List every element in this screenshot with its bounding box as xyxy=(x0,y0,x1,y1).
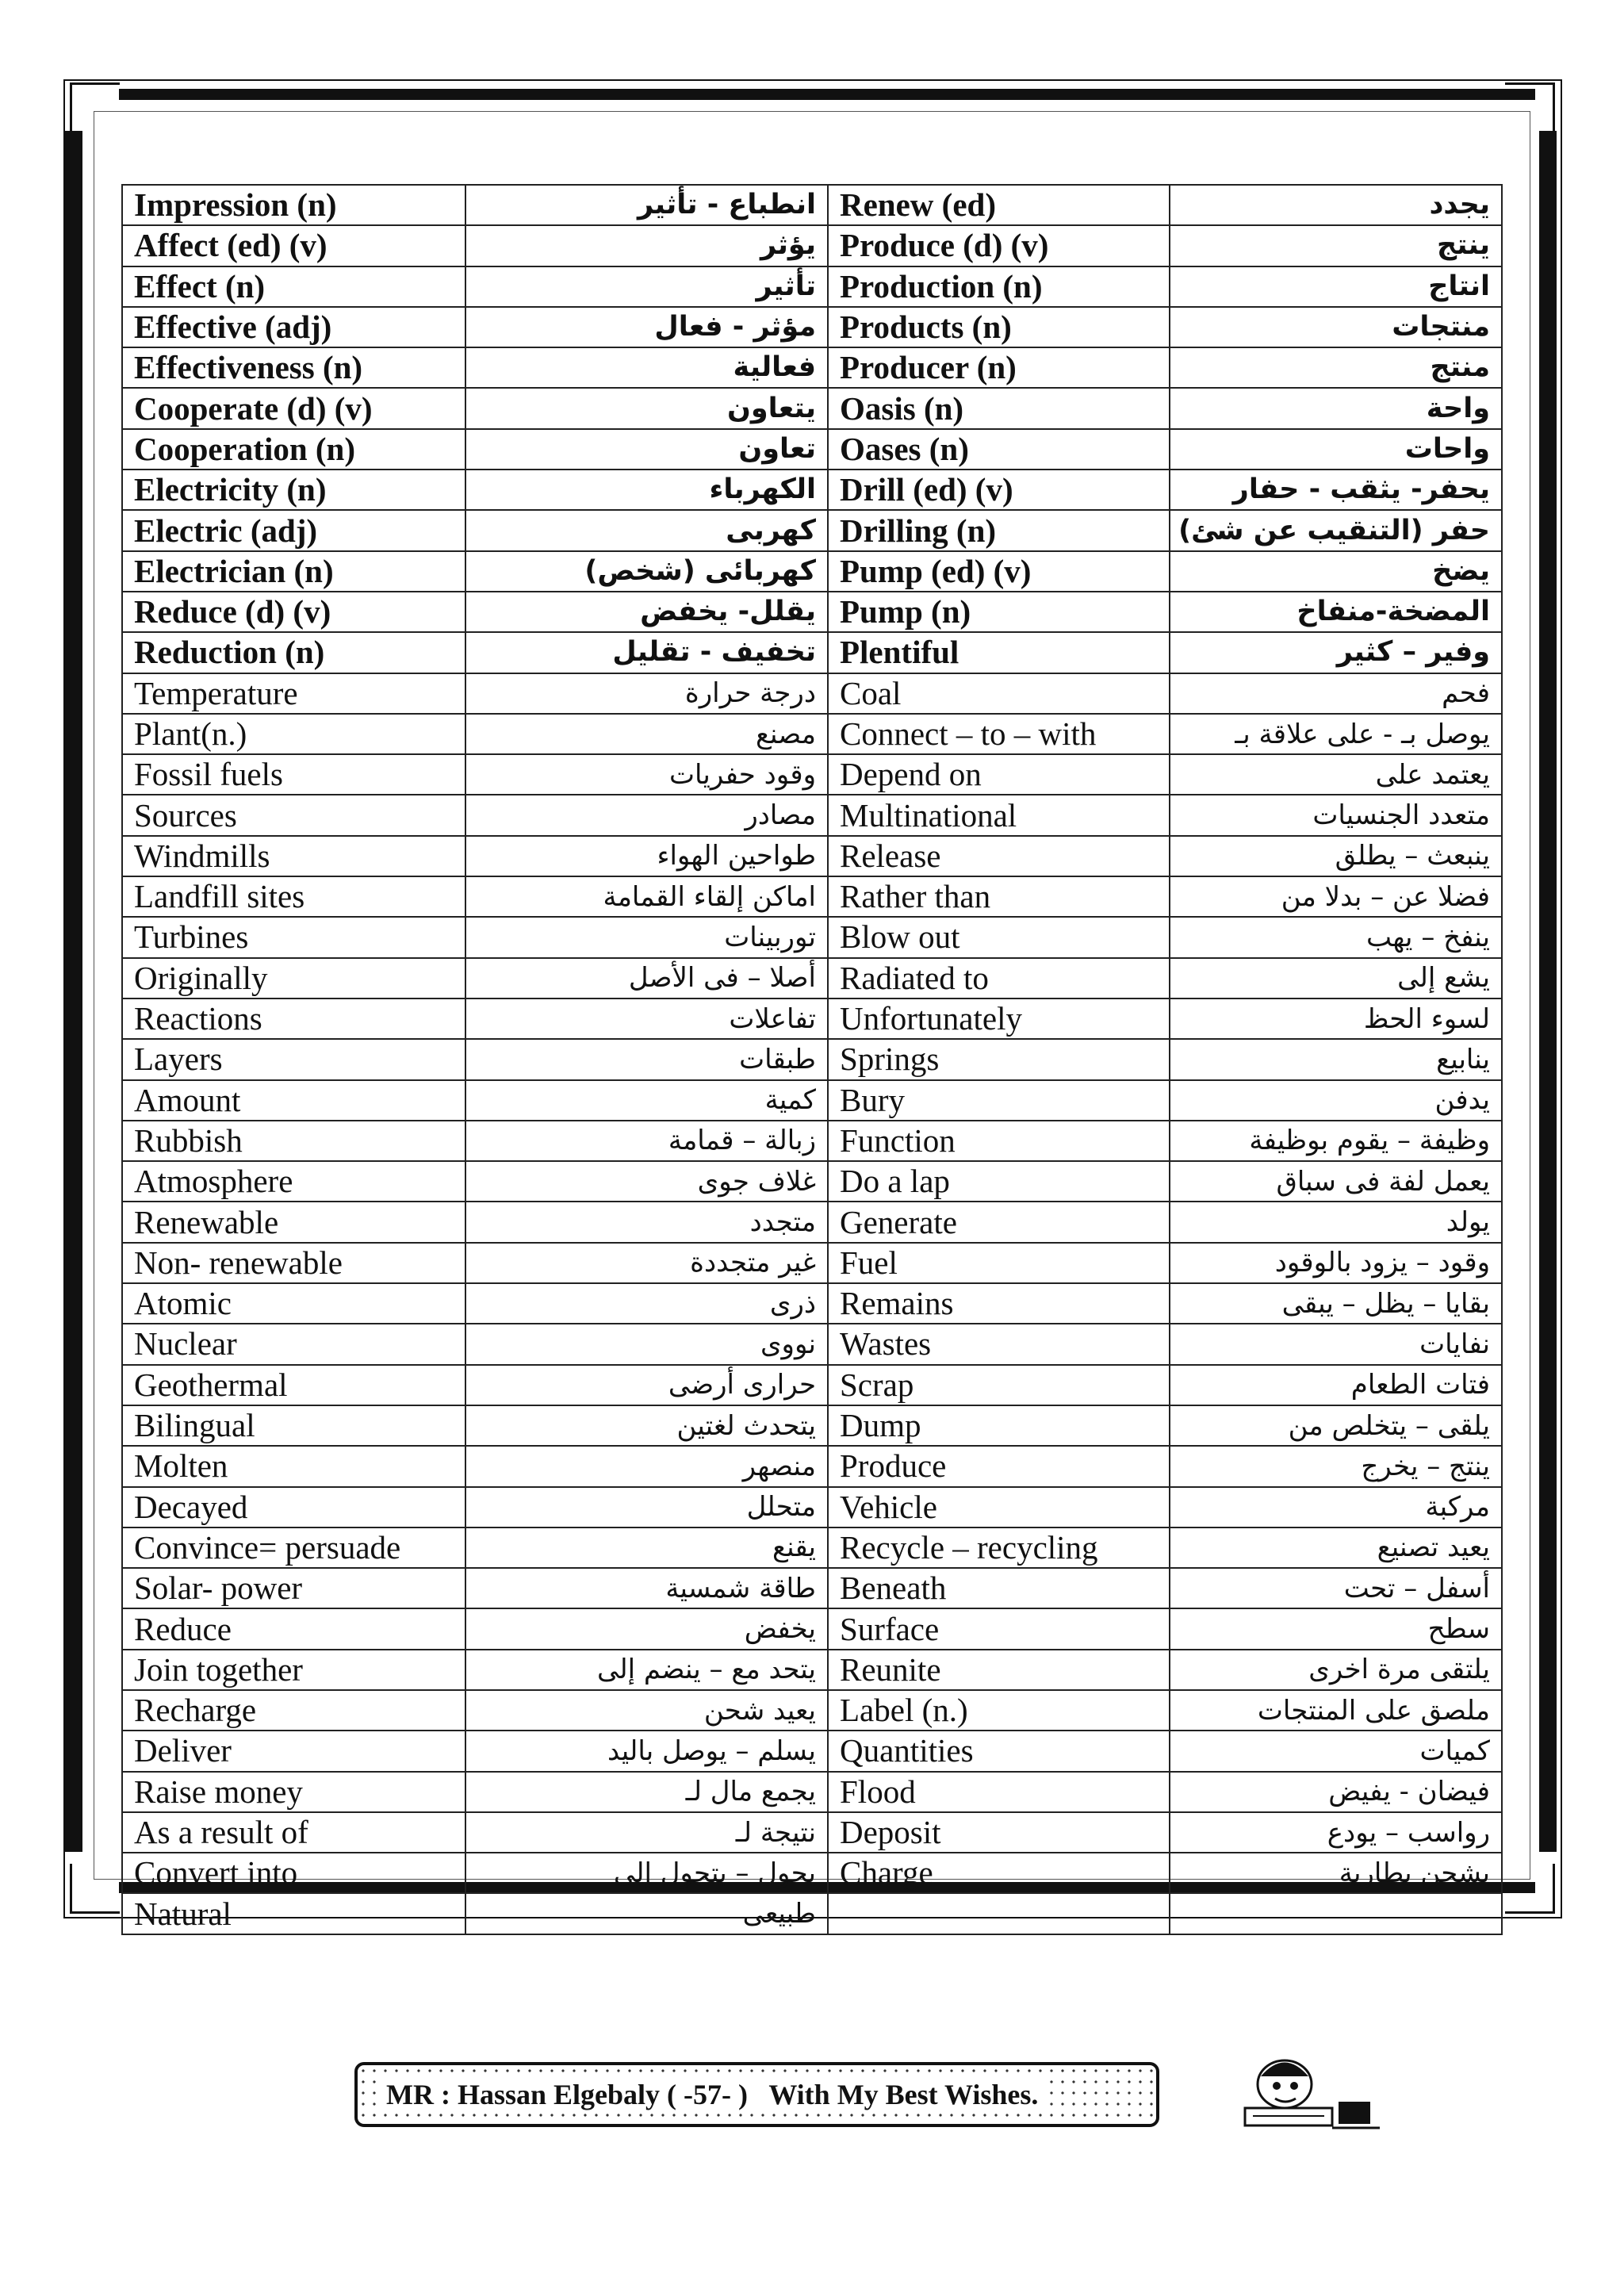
english-word-cell: Surface xyxy=(828,1608,1170,1649)
table-row xyxy=(122,1568,1502,1608)
arabic-meaning-cell: نتيجة لـ xyxy=(465,1812,828,1853)
arabic-meaning-cell: متجدد xyxy=(465,1202,828,1242)
english-word-cell: Oases (n) xyxy=(828,429,1170,470)
english-word-cell: Rather than xyxy=(828,876,1170,917)
arabic-meaning-cell: تخفيف - تقليل xyxy=(465,632,828,673)
table-row xyxy=(122,876,1502,917)
english-word-cell: Geothermal xyxy=(122,1365,465,1405)
english-word-cell: Reactions xyxy=(122,999,465,1039)
english-word-cell: Charge xyxy=(828,1853,1170,1893)
english-word-cell: Electricity (n) xyxy=(122,470,465,510)
english-word-cell: Production (n) xyxy=(828,266,1170,307)
english-word-cell: Deposit xyxy=(828,1812,1170,1853)
table-row xyxy=(122,1121,1502,1161)
english-word-cell: Pump (n) xyxy=(828,592,1170,632)
arabic-meaning-cell: زبالة – قمامة xyxy=(465,1121,828,1161)
arabic-meaning-cell: مؤثر - فعال xyxy=(465,307,828,347)
english-word-cell: Recharge xyxy=(122,1690,465,1731)
table-row xyxy=(122,795,1502,835)
english-word-cell: Flood xyxy=(828,1772,1170,1812)
english-word-cell: Electrician (n) xyxy=(122,551,465,592)
arabic-meaning-cell: ملصق على المنتجات xyxy=(1170,1690,1502,1731)
english-word-cell: Rubbish xyxy=(122,1121,465,1161)
english-word-cell: Depend on xyxy=(828,754,1170,795)
arabic-meaning-cell: فتات الطعام xyxy=(1170,1365,1502,1405)
table-row xyxy=(122,266,1502,307)
arabic-meaning-cell: مصنع xyxy=(465,714,828,754)
arabic-meaning-cell: يقنع xyxy=(465,1527,828,1568)
table-row xyxy=(122,999,1502,1039)
table-row xyxy=(122,510,1502,550)
arabic-meaning-cell: حفر (التنقيب عن شئ) xyxy=(1170,510,1502,550)
table-row xyxy=(122,1324,1502,1364)
english-word-cell: Quantities xyxy=(828,1731,1170,1771)
arabic-meaning-cell: طواحين الهواء xyxy=(465,836,828,876)
arabic-meaning-cell: طاقة شمسية xyxy=(465,1568,828,1608)
table-row xyxy=(122,1731,1502,1771)
english-word-cell: Originally xyxy=(122,958,465,999)
arabic-meaning-cell: المضخة-منفاخ xyxy=(1170,592,1502,632)
arabic-meaning-cell: يجمع مال لـ xyxy=(465,1772,828,1812)
arabic-meaning-cell: منتج xyxy=(1170,347,1502,388)
arabic-meaning-cell: أسفل – تحت xyxy=(1170,1568,1502,1608)
table-row xyxy=(122,347,1502,388)
table-row xyxy=(122,1039,1502,1079)
arabic-meaning-cell: منصهر xyxy=(465,1446,828,1486)
table-row xyxy=(122,1446,1502,1486)
arabic-meaning-cell: اماكن إلقاء القمامة xyxy=(465,876,828,917)
english-word-cell: Bury xyxy=(828,1080,1170,1121)
table-row xyxy=(122,1650,1502,1690)
vocabulary-table xyxy=(121,184,1503,1935)
arabic-meaning-cell: فضلا عن – بدلا من xyxy=(1170,876,1502,917)
english-word-cell: Turbines xyxy=(122,917,465,957)
english-word-cell: Amount xyxy=(122,1080,465,1121)
arabic-meaning-cell: كهربى xyxy=(465,510,828,550)
english-word-cell: Produce (d) (v) xyxy=(828,225,1170,266)
arabic-meaning-cell: غير متجددة xyxy=(465,1243,828,1283)
english-word-cell: Bilingual xyxy=(122,1405,465,1446)
table-row xyxy=(122,592,1502,632)
table-row xyxy=(122,1487,1502,1527)
english-word-cell: Atmosphere xyxy=(122,1161,465,1202)
arabic-meaning-cell: توربينات xyxy=(465,917,828,957)
english-word-cell: Label (n.) xyxy=(828,1690,1170,1731)
arabic-meaning-cell: يقلل- يخفض xyxy=(465,592,828,632)
english-word-cell: As a result of xyxy=(122,1812,465,1853)
english-word-cell: Dump xyxy=(828,1405,1170,1446)
english-word-cell: Reduce xyxy=(122,1608,465,1649)
table-row xyxy=(122,1893,1502,1934)
english-word-cell: Connect – to – with xyxy=(828,714,1170,754)
arabic-meaning-cell: يتحدث لغتين xyxy=(465,1405,828,1446)
english-word-cell: Deliver xyxy=(122,1731,465,1771)
vocabulary-table-body xyxy=(122,185,1502,1934)
english-word-cell: Nuclear xyxy=(122,1324,465,1364)
english-word-cell: Reduce (d) (v) xyxy=(122,592,465,632)
english-word-cell: Generate xyxy=(828,1202,1170,1242)
page-border-top-bar xyxy=(119,89,1535,100)
english-word-cell: Cooperate (d) (v) xyxy=(122,388,465,428)
english-word-cell: Vehicle xyxy=(828,1487,1170,1527)
footer-text: MR : Hassan Elgebaly ( -57- ) With My Best Wishes. xyxy=(381,2078,1043,2111)
table-row xyxy=(122,551,1502,592)
english-word-cell: Function xyxy=(828,1121,1170,1161)
arabic-meaning-cell: يتحد مع – ينضم إلى xyxy=(465,1650,828,1690)
english-word-cell: Reunite xyxy=(828,1650,1170,1690)
arabic-meaning-cell: ذرى xyxy=(465,1283,828,1324)
english-word-cell: Electric (adj) xyxy=(122,510,465,550)
english-word-cell: Recycle – recycling xyxy=(828,1527,1170,1568)
table-row xyxy=(122,917,1502,957)
table-row xyxy=(122,632,1502,673)
arabic-meaning-cell: تأثير xyxy=(465,266,828,307)
arabic-meaning-cell: فعالية xyxy=(465,347,828,388)
english-word-cell: Effective (adj) xyxy=(122,307,465,347)
table-row xyxy=(122,958,1502,999)
arabic-meaning-cell: بقايا – يظل – يبقى xyxy=(1170,1283,1502,1324)
arabic-meaning-cell: يخفض xyxy=(465,1608,828,1649)
table-row xyxy=(122,470,1502,510)
arabic-meaning-cell: انطباع - تأثير xyxy=(465,185,828,225)
english-word-cell: Natural xyxy=(122,1893,465,1934)
table-row xyxy=(122,1812,1502,1853)
arabic-meaning-cell: يدفن xyxy=(1170,1080,1502,1121)
arabic-meaning-cell: تفاعلات xyxy=(465,999,828,1039)
english-word-cell: Remains xyxy=(828,1283,1170,1324)
table-row xyxy=(122,836,1502,876)
arabic-meaning-cell: يعتمد على xyxy=(1170,754,1502,795)
english-word-cell: Solar- power xyxy=(122,1568,465,1608)
english-word-cell: Effectiveness (n) xyxy=(122,347,465,388)
english-word-cell: Renewable xyxy=(122,1202,465,1242)
english-word-cell: Radiated to xyxy=(828,958,1170,999)
english-word-cell: Do a lap xyxy=(828,1161,1170,1202)
arabic-meaning-cell: الكهرباء xyxy=(465,470,828,510)
english-word-cell: Layers xyxy=(122,1039,465,1079)
arabic-meaning-cell: فيضان - يفيض xyxy=(1170,1772,1502,1812)
arabic-meaning-cell: ينتج – يخرج xyxy=(1170,1446,1502,1486)
table-row xyxy=(122,1365,1502,1405)
arabic-meaning-cell: كميات xyxy=(1170,1731,1502,1771)
arabic-meaning-cell: كمية xyxy=(465,1080,828,1121)
english-word-cell: Unfortunately xyxy=(828,999,1170,1039)
table-row xyxy=(122,1690,1502,1731)
english-word-cell: Springs xyxy=(828,1039,1170,1079)
footer-banner xyxy=(354,2062,1159,2127)
english-word-cell: Decayed xyxy=(122,1487,465,1527)
english-word-cell: Atomic xyxy=(122,1283,465,1324)
arabic-meaning-cell: يعمل لفة فى سباق xyxy=(1170,1161,1502,1202)
arabic-meaning-cell: متحلل xyxy=(465,1487,828,1527)
arabic-meaning-cell xyxy=(1170,1893,1502,1934)
table-row xyxy=(122,185,1502,225)
english-word-cell: Producer (n) xyxy=(828,347,1170,388)
english-word-cell: Renew (ed) xyxy=(828,185,1170,225)
arabic-meaning-cell: يشع إلى xyxy=(1170,958,1502,999)
table-row xyxy=(122,714,1502,754)
arabic-meaning-cell: كهربائى (شخص) xyxy=(465,551,828,592)
arabic-meaning-cell: طبيعى xyxy=(465,1893,828,1934)
english-word-cell: Reduction (n) xyxy=(122,632,465,673)
english-word-cell: Drill (ed) (v) xyxy=(828,470,1170,510)
english-word-cell: Join together xyxy=(122,1650,465,1690)
arabic-meaning-cell: ينتج xyxy=(1170,225,1502,266)
arabic-meaning-cell: يحول – يتحول إلى xyxy=(465,1853,828,1893)
arabic-meaning-cell: واحة xyxy=(1170,388,1502,428)
arabic-meaning-cell: مركبة xyxy=(1170,1487,1502,1527)
arabic-meaning-cell: فحم xyxy=(1170,673,1502,714)
arabic-meaning-cell: سطح xyxy=(1170,1608,1502,1649)
english-word-cell: Blow out xyxy=(828,917,1170,957)
arabic-meaning-cell: يتعاون xyxy=(465,388,828,428)
table-row xyxy=(122,307,1502,347)
table-row xyxy=(122,1202,1502,1242)
arabic-meaning-cell: يسلم – يوصل باليد xyxy=(465,1731,828,1771)
arabic-meaning-cell: يشحن بطارية xyxy=(1170,1853,1502,1893)
english-word-cell xyxy=(828,1893,1170,1934)
arabic-meaning-cell: انتاج xyxy=(1170,266,1502,307)
arabic-meaning-cell: يوصل بـ - على علاقة بـ xyxy=(1170,714,1502,754)
arabic-meaning-cell: نووى xyxy=(465,1324,828,1364)
english-word-cell: Coal xyxy=(828,673,1170,714)
english-word-cell: Oasis (n) xyxy=(828,388,1170,428)
table-row xyxy=(122,225,1502,266)
english-word-cell: Windmills xyxy=(122,836,465,876)
arabic-meaning-cell: متعدد الجنسيات xyxy=(1170,795,1502,835)
arabic-meaning-cell: يعيد تصنيع xyxy=(1170,1527,1502,1568)
english-word-cell: Temperature xyxy=(122,673,465,714)
table-row xyxy=(122,1608,1502,1649)
english-word-cell: Drilling (n) xyxy=(828,510,1170,550)
english-word-cell: Effect (n) xyxy=(122,266,465,307)
english-word-cell: Affect (ed) (v) xyxy=(122,225,465,266)
table-row xyxy=(122,429,1502,470)
arabic-meaning-cell: غلاف جوى xyxy=(465,1161,828,1202)
arabic-meaning-cell: طبقات xyxy=(465,1039,828,1079)
arabic-meaning-cell: ينفخ – يهب xyxy=(1170,917,1502,957)
teacher-mascot-icon xyxy=(1229,2053,1388,2132)
table-row xyxy=(122,388,1502,428)
arabic-meaning-cell: أصلا – فى الأصل xyxy=(465,958,828,999)
english-word-cell: Wastes xyxy=(828,1324,1170,1364)
table-row xyxy=(122,1243,1502,1283)
arabic-meaning-cell: وقود – يزود بالوقود xyxy=(1170,1243,1502,1283)
table-row xyxy=(122,1772,1502,1812)
table-row xyxy=(122,1080,1502,1121)
arabic-meaning-cell: مصادر xyxy=(465,795,828,835)
english-word-cell: Plant(n.) xyxy=(122,714,465,754)
arabic-meaning-cell: ينابيع xyxy=(1170,1039,1502,1079)
english-word-cell: Sources xyxy=(122,795,465,835)
arabic-meaning-cell: رواسب – يودع xyxy=(1170,1812,1502,1853)
english-word-cell: Impression (n) xyxy=(122,185,465,225)
arabic-meaning-cell: يضخ xyxy=(1170,551,1502,592)
english-word-cell: Multinational xyxy=(828,795,1170,835)
english-word-cell: Molten xyxy=(122,1446,465,1486)
page-border-left-bar xyxy=(65,131,82,1852)
arabic-meaning-cell: يلتقى مرة اخرى xyxy=(1170,1650,1502,1690)
arabic-meaning-cell: منتجات xyxy=(1170,307,1502,347)
english-word-cell: Produce xyxy=(828,1446,1170,1486)
english-word-cell: Fuel xyxy=(828,1243,1170,1283)
english-word-cell: Beneath xyxy=(828,1568,1170,1608)
page-border-right-bar xyxy=(1539,131,1557,1852)
arabic-meaning-cell: يحفر- يثقب - حفار xyxy=(1170,470,1502,510)
arabic-meaning-cell: يولد xyxy=(1170,1202,1502,1242)
english-word-cell: Convert into xyxy=(122,1853,465,1893)
table-row xyxy=(122,1527,1502,1568)
arabic-meaning-cell: وظيفة – يقوم بوظيفة xyxy=(1170,1121,1502,1161)
table-row xyxy=(122,1853,1502,1893)
arabic-meaning-cell: يؤثر xyxy=(465,225,828,266)
table-row xyxy=(122,1283,1502,1324)
arabic-meaning-cell: يجدد xyxy=(1170,185,1502,225)
arabic-meaning-cell: يلقى – يتخلص من xyxy=(1170,1405,1502,1446)
arabic-meaning-cell: لسوء الحظ xyxy=(1170,999,1502,1039)
arabic-meaning-cell: وقود حفريات xyxy=(465,754,828,795)
table-row xyxy=(122,1405,1502,1446)
arabic-meaning-cell: تعاون xyxy=(465,429,828,470)
english-word-cell: Release xyxy=(828,836,1170,876)
table-row xyxy=(122,673,1502,714)
english-word-cell: Scrap xyxy=(828,1365,1170,1405)
arabic-meaning-cell: حرارى أرضى xyxy=(465,1365,828,1405)
arabic-meaning-cell: ينبعث – يطلق xyxy=(1170,836,1502,876)
english-word-cell: Pump (ed) (v) xyxy=(828,551,1170,592)
arabic-meaning-cell: واحات xyxy=(1170,429,1502,470)
english-word-cell: Plentiful xyxy=(828,632,1170,673)
arabic-meaning-cell: يعيد شحن xyxy=(465,1690,828,1731)
english-word-cell: Convince= persuade xyxy=(122,1527,465,1568)
english-word-cell: Fossil fuels xyxy=(122,754,465,795)
arabic-meaning-cell: درجة حرارة xyxy=(465,673,828,714)
english-word-cell: Cooperation (n) xyxy=(122,429,465,470)
english-word-cell: Landfill sites xyxy=(122,876,465,917)
table-row xyxy=(122,754,1502,795)
arabic-meaning-cell: وفير – كثير xyxy=(1170,632,1502,673)
english-word-cell: Products (n) xyxy=(828,307,1170,347)
arabic-meaning-cell: نفايات xyxy=(1170,1324,1502,1364)
table-row xyxy=(122,1161,1502,1202)
english-word-cell: Non- renewable xyxy=(122,1243,465,1283)
english-word-cell: Raise money xyxy=(122,1772,465,1812)
